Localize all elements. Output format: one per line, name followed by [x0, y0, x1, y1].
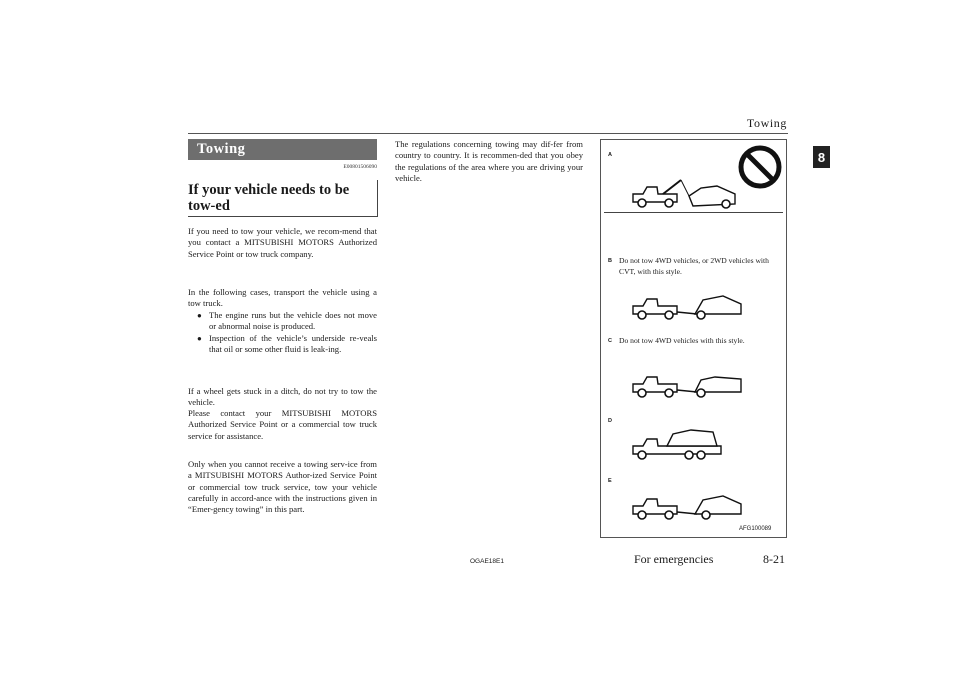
bullet-list: [188, 310, 377, 355]
panel-e-label: E: [608, 478, 612, 484]
panel-c-label: C: [608, 338, 612, 344]
panel-c-caption: Do not tow 4WD vehicles with this style.: [619, 336, 745, 345]
header-rule: [188, 133, 788, 134]
paragraph-assistance: Please contact your MITSUBISHI MOTORS Authorized Service Point or a commercial tow truck service for assistance.: [188, 408, 377, 441]
tow-truck-dolly-drawing: [631, 370, 746, 400]
wheel-lift-truck-drawing: [631, 490, 746, 522]
document-code: OGAE18E1: [470, 558, 504, 565]
page-number: 8-21: [763, 552, 785, 566]
bullet-icon: ●: [197, 311, 202, 320]
section-title: Towing: [188, 139, 377, 160]
bullet-icon: ●: [197, 333, 202, 343]
prohibited-icon: [737, 144, 783, 190]
running-header: Towing: [746, 116, 787, 130]
paragraph-contact: If you need to tow your vehicle, we recom-mend that you contact a MITSUBISHI MOTORS Authorized Service Point or tow truck company.: [188, 226, 377, 259]
figure-code: AFG100089: [739, 526, 772, 532]
subsection-title: If your vehicle needs to be tow-ed: [188, 182, 350, 214]
paragraph-ditch: If a wheel gets stuck in a ditch, do not try to tow the vehicle.: [188, 386, 377, 408]
paragraph-cases: In the following cases, transport the vehicle using a tow truck.: [188, 287, 377, 309]
paragraph-emergency: Only when you cannot receive a towing serv-ice from a MITSUBISHI MOTORS Author-ized Service Point or commercial tow truck service, tow your vehicle carefully in accord-ance with the instructions given in “Emer-gency towing” in this part.: [188, 459, 377, 515]
section-code: E00801506090: [343, 164, 377, 170]
panel-divider: [604, 212, 783, 213]
flatbed-truck-drawing: [631, 424, 726, 464]
list-item: [188, 310, 377, 333]
panel-b-label: B: [608, 258, 612, 264]
tow-truck-lifted-drawing: [631, 176, 741, 212]
bullet-text: The engine runs but the vehicle does not move or abnormal noise is produced.: [209, 310, 377, 332]
tow-truck-front-lift-drawing: [631, 292, 746, 322]
bullet-text: Inspection of the vehicle’s underside re-veals that oil or some other fluid is leak-ing.: [209, 332, 377, 354]
chapter-tab: 8: [813, 146, 830, 168]
footer-section: For emergencies: [634, 552, 714, 566]
panel-b-caption: Do not tow 4WD vehicles, or 2WD vehicles with CVT, with this style.: [619, 256, 769, 276]
towing-illustration: [600, 139, 787, 538]
panel-a-label: A: [608, 152, 612, 158]
paragraph-regulations: The regulations concerning towing may dif-fer from country to country. It is recommen-ded that you obey the regulations of the area where you are driving your vehicle.: [395, 139, 583, 183]
panel-d-label: D: [608, 418, 612, 424]
list-item: [188, 333, 377, 356]
